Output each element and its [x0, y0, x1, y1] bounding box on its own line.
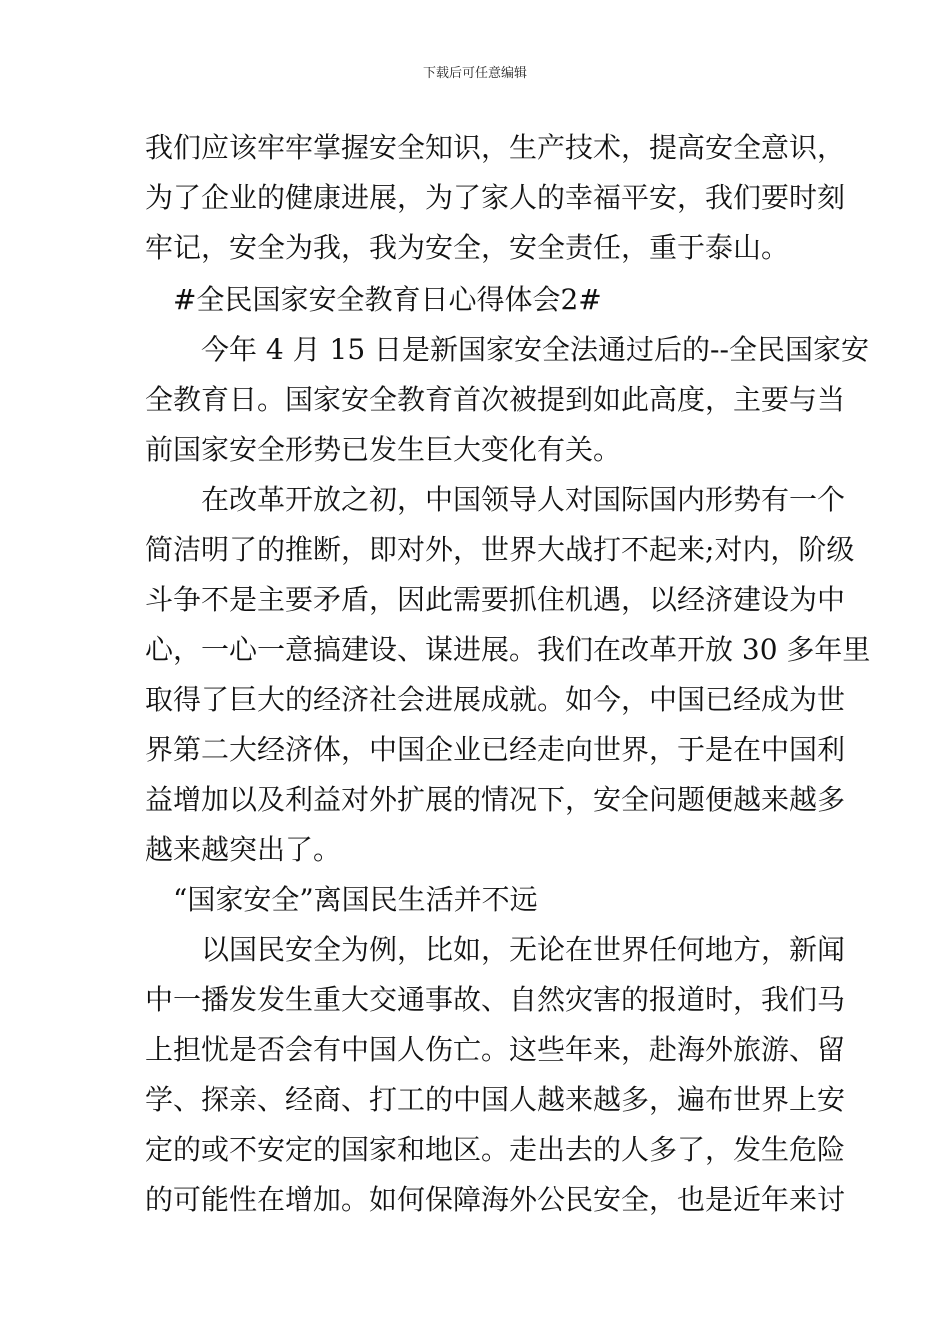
body-line: 益增加以及利益对外扩展的情况下，安全问题便越来越多: [145, 783, 846, 816]
body-line: 学、探亲、经商、打工的中国人越来越多，遍布世界上安: [145, 1083, 846, 1116]
body-line: 心，一心一意搞建设、谋进展。我们在改革开放 30 多年里: [145, 633, 871, 666]
body-line: 取得了巨大的经济社会进展成就。如今，中国已经成为世: [145, 683, 846, 716]
body-line: 简洁明了的推断，即对外，世界大战打不起来;对内，阶级: [145, 533, 855, 566]
body-line: 界第二大经济体，中国企业已经走向世界，于是在中国利: [145, 733, 846, 766]
body-line: 上担忧是否会有中国人伤亡。这些年来，赴海外旅游、留: [145, 1033, 846, 1066]
body-line: 我们应该牢牢掌握安全知识，生产技术，提高安全意识，: [145, 131, 846, 164]
body-line: 全教育日。国家安全教育首次被提到如此高度，主要与当: [145, 383, 846, 416]
body-line: 以国民安全为例，比如，无论在世界任何地方，新闻: [201, 933, 846, 966]
body-line: 中一播发发生重大交通事故、自然灾害的报道时，我们马: [145, 983, 846, 1016]
section-heading: “国家安全”离国民生活并不远: [173, 883, 538, 916]
body-line: 定的或不安定的国家和地区。走出去的人多了，发生危险: [145, 1133, 846, 1166]
section-heading: #全民国家安全教育日心得体会2#: [173, 283, 602, 316]
body-line: 在改革开放之初，中国领导人对国际国内形势有一个: [201, 483, 846, 516]
body-line: 为了企业的健康进展，为了家人的幸福平安，我们要时刻: [145, 181, 846, 214]
body-line: 牢记，安全为我，我为安全，安全责任，重于泰山。: [145, 231, 790, 264]
page-header: 下载后可任意编辑: [422, 66, 527, 81]
body-line: 前国家安全形势已发生巨大变化有关。: [145, 433, 622, 466]
body-line: 今年 4 月 15 日是新国家安全法通过后的--全民国家安: [201, 333, 869, 366]
body-line: 斗争不是主要矛盾，因此需要抓住机遇，以经济建设为中: [145, 583, 846, 616]
body-line: 的可能性在增加。如何保障海外公民安全，也是近年来讨: [145, 1183, 846, 1216]
body-line: 越来越突出了。: [145, 833, 342, 866]
